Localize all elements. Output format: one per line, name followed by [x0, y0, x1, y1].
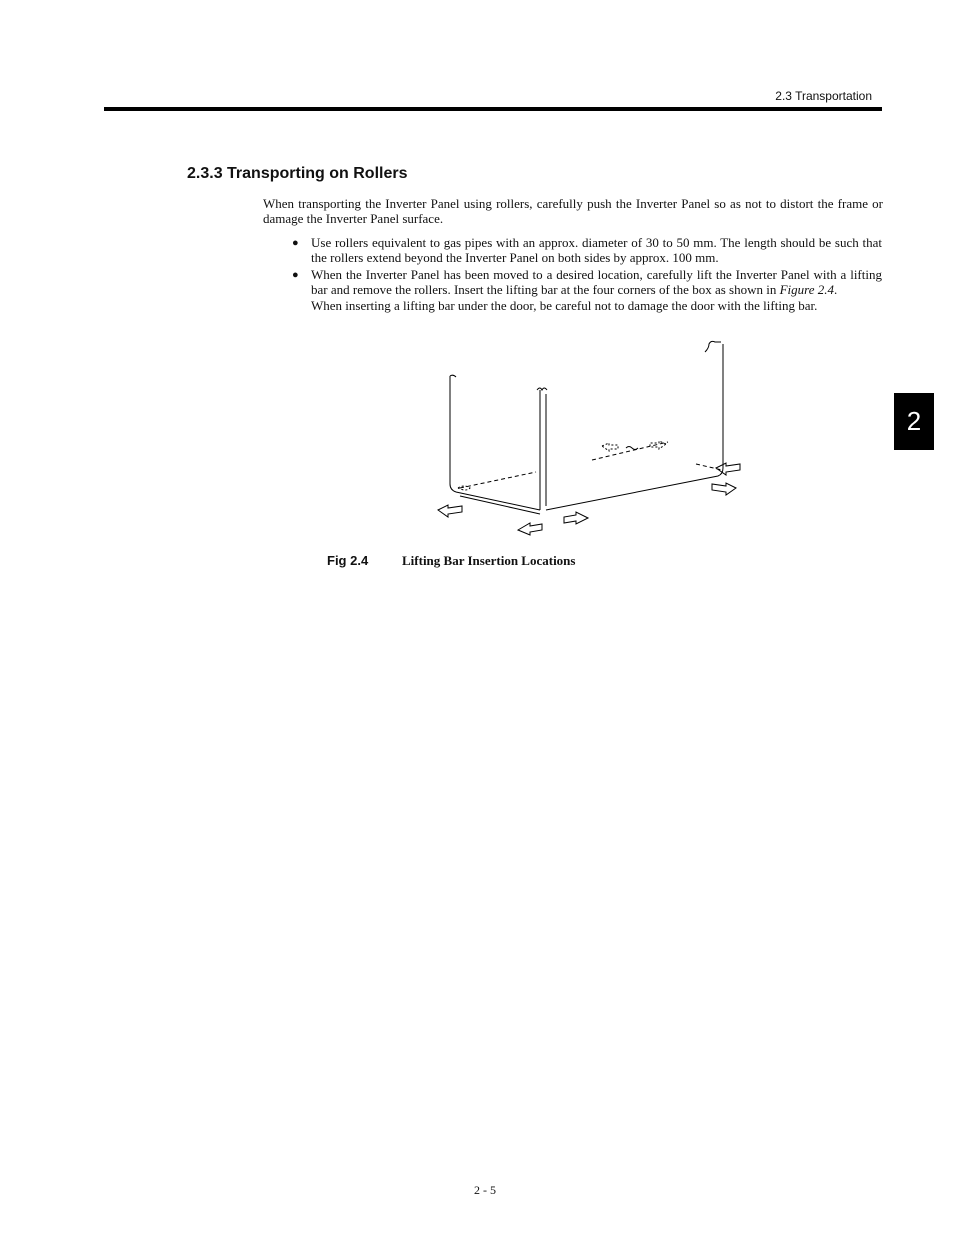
bullet-note: When inserting a lifting bar under the door, be careful not to damage the door with the lifting bar.	[311, 298, 818, 313]
bullet-text: When the Inverter Panel has been moved to a desired location, carefully lift the Inverter Panel with a lifting bar and remove the rollers. Insert the lifting bar at the four corners of the box as shown in	[311, 267, 882, 297]
bullet-dot-icon: ●	[292, 269, 299, 281]
hidden-link-mark	[626, 447, 638, 450]
intro-paragraph: When transporting the Inverter Panel using rollers, carefully push the Inverter Panel so as not to distort the frame or damage the Inverter Panel surface.	[263, 196, 883, 226]
bullet-text: Use rollers equivalent to gas pipes with an approx. diameter of 30 to 50 mm. The length should be such that the rollers extend beyond the Inverter Panel on both sides by approx. 100 mm.	[311, 235, 882, 265]
hidden-arrow-icon	[602, 443, 618, 451]
chapter-tab: 2	[894, 393, 934, 450]
figure-caption	[327, 553, 575, 569]
bullet-item-rollers	[290, 236, 882, 265]
section-heading: 2.3.3 Transporting on Rollers	[187, 165, 408, 182]
box-bottom-left	[456, 492, 540, 510]
arrow-icon	[438, 505, 462, 517]
hidden-edge-back	[592, 442, 668, 460]
box-bottom-left-inner	[460, 496, 540, 514]
header-rule	[104, 107, 882, 111]
bullet-list	[290, 236, 882, 317]
bullet-item-lifting	[290, 268, 882, 314]
page-number: 2 - 5	[474, 1183, 496, 1197]
box-left-break	[450, 375, 456, 377]
box-left-edge	[450, 376, 456, 492]
bullet-dot-icon: ●	[292, 237, 299, 249]
box-right-break	[705, 341, 721, 352]
arrow-icon	[518, 523, 542, 535]
box-front-break	[537, 388, 547, 390]
arrow-icon	[712, 483, 736, 495]
hidden-arrow-icon	[650, 441, 666, 449]
hidden-edge-left	[460, 472, 536, 488]
lifting-bar-figure	[430, 338, 760, 538]
box-bottom-right	[546, 468, 723, 510]
bullet-text-end: .	[833, 281, 838, 297]
arrow-icon	[564, 512, 588, 524]
figure-title: Lifting Bar Insertion Locations	[402, 553, 576, 568]
running-header: 2.3 Transportation	[775, 89, 872, 103]
figure-reference: Figure 2.4	[779, 281, 834, 297]
figure-number: Fig 2.4	[327, 553, 369, 568]
